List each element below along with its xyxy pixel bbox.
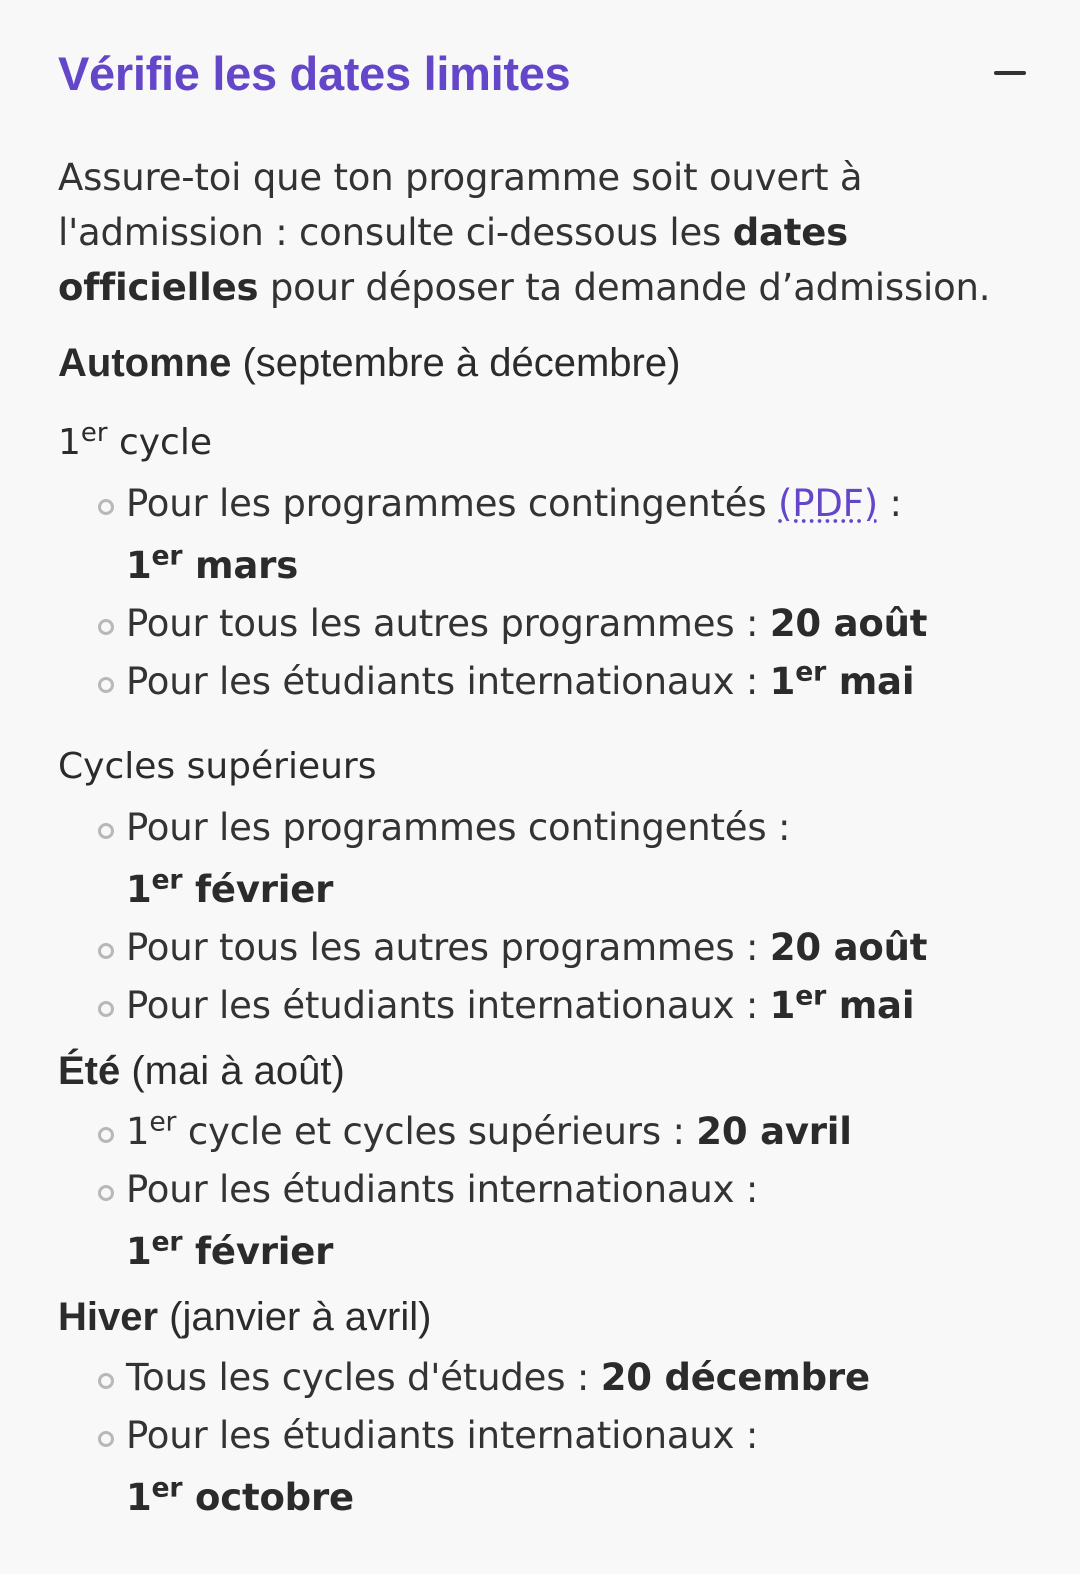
bullet-icon: [98, 677, 114, 693]
list-autumn-undergrad: [58, 475, 1020, 711]
bullet-icon: [98, 1373, 114, 1389]
list-item: [98, 1349, 1020, 1407]
list-item: [98, 799, 1020, 919]
list-item: [98, 1161, 1020, 1281]
date-num: 1: [126, 868, 152, 911]
date-num: 1: [126, 544, 152, 587]
minus-icon: [994, 71, 1026, 75]
item-date: 20 août: [769, 926, 928, 969]
list-item: [98, 1103, 1020, 1161]
item-text: Pour tous les autres programmes :: [126, 602, 770, 645]
pdf-link[interactable]: (PDF): [778, 482, 878, 525]
season-winter: [58, 1291, 1020, 1343]
date-sup: er: [151, 540, 183, 572]
item-text: cycle et cycles supérieurs :: [176, 1110, 697, 1153]
season-range: (janvier à avril): [158, 1295, 432, 1339]
season-range: (mai à août): [120, 1049, 345, 1093]
list-item: [98, 919, 1020, 977]
item-date: 20 avril: [696, 1110, 852, 1153]
intro-text-2: pour déposer ta demande d’admission.: [258, 266, 991, 309]
intro-text-1: Assure-toi que ton programme soit ouvert à l'admission : consulte ci-dessous les: [58, 156, 863, 254]
season-range: (septembre à décembre): [231, 341, 681, 385]
season-name: Été: [58, 1049, 121, 1093]
date-num: 1: [126, 1230, 152, 1273]
season-autumn: [58, 337, 1020, 389]
list-item: [98, 653, 1020, 711]
item-date: [769, 656, 915, 703]
item-date: 20 décembre: [600, 1356, 870, 1399]
date-sup: er: [795, 980, 827, 1012]
bullet-icon: [98, 943, 114, 959]
item-text: Pour tous les autres programmes :: [126, 926, 770, 969]
date-rest: mai: [826, 660, 915, 703]
item-text: Pour les étudiants internationaux :: [126, 1168, 759, 1211]
cycle-heading-undergrad: [58, 417, 1020, 469]
date-sup: er: [151, 1472, 183, 1504]
item-date: [126, 1469, 1020, 1527]
item-date: [126, 1223, 1020, 1281]
season-summer: [58, 1045, 1020, 1097]
item-date: [769, 980, 915, 1027]
bullet-icon: [98, 1185, 114, 1201]
date-num: 1: [126, 1476, 152, 1519]
item-text: Pour les programmes contingentés: [126, 482, 778, 525]
date-num: 1: [769, 984, 796, 1027]
item-text: Pour les étudiants internationaux :: [126, 1414, 759, 1457]
cycle-sup: er: [80, 418, 108, 448]
bullet-icon: [98, 1127, 114, 1143]
item-date: 20 août: [769, 602, 928, 645]
item-text: Tous les cycles d'études :: [126, 1356, 601, 1399]
date-rest: mai: [826, 984, 915, 1027]
collapse-button[interactable]: [978, 49, 1026, 97]
accordion-header[interactable]: [58, 40, 1020, 106]
item-text: Pour les étudiants internationaux :: [126, 984, 770, 1027]
bullet-icon: [98, 619, 114, 635]
date-num: 1: [769, 660, 796, 703]
bullet-icon: [98, 823, 114, 839]
season-name: Hiver: [58, 1295, 159, 1339]
date-sup: er: [795, 656, 827, 688]
list-item: [98, 1407, 1020, 1527]
list-summer: [58, 1103, 1020, 1281]
cycle-heading-grad: Cycles supérieurs: [58, 746, 377, 787]
item-date: [126, 537, 1020, 595]
intro-paragraph: [58, 150, 1020, 315]
list-item: [98, 475, 1020, 595]
item-sup: er: [149, 1106, 177, 1138]
bullet-icon: [98, 1431, 114, 1447]
list-item: [98, 977, 1020, 1035]
date-sup: er: [151, 1226, 183, 1258]
date-rest: mars: [182, 544, 299, 587]
date-rest: février: [182, 868, 334, 911]
item-num: 1: [126, 1110, 150, 1153]
item-sep: :: [877, 482, 902, 525]
section-title: Vérifie les dates limites: [58, 46, 571, 100]
cycle-rest: cycle: [107, 422, 212, 463]
bullet-icon: [98, 1001, 114, 1017]
item-text: Pour les programmes contingentés :: [126, 806, 791, 849]
bullet-icon: [98, 499, 114, 515]
season-name: Automne: [58, 341, 232, 385]
intro-bold: dates officielles: [58, 211, 848, 309]
date-rest: octobre: [182, 1476, 354, 1519]
item-date: [126, 861, 1020, 919]
item-text: Pour les étudiants internationaux :: [126, 660, 770, 703]
list-item: [98, 595, 1020, 653]
date-rest: février: [182, 1230, 334, 1273]
list-winter: [58, 1349, 1020, 1527]
cycle-num: 1: [58, 422, 81, 463]
list-autumn-grad: [58, 799, 1020, 1035]
date-sup: er: [151, 864, 183, 896]
